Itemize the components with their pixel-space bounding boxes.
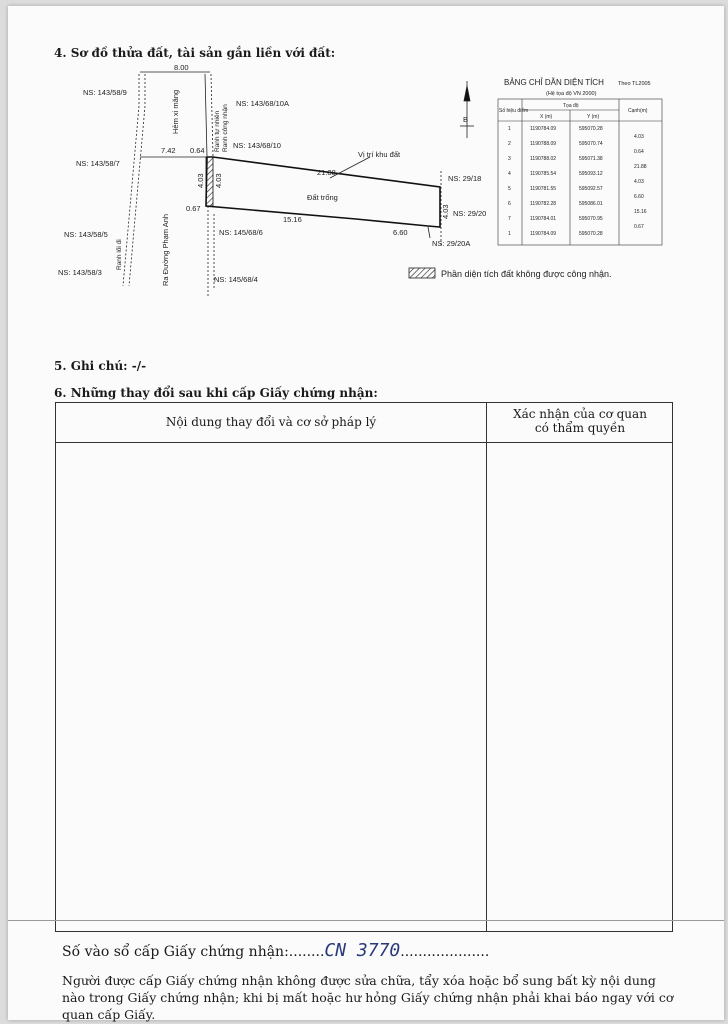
coord-row-point: 5: [508, 186, 511, 192]
coord-row-x: 1190781.55: [530, 186, 557, 192]
dim-4-03-a: 4.03: [196, 173, 205, 188]
changes-col-confirm-line1: Xác nhận của cơ quan: [513, 407, 647, 421]
section-4-title: 4. Sơ đồ thửa đất, tài sản gắn liền với đất:: [54, 46, 336, 60]
section-6-title: 6. Những thay đổi sau khi cấp Giấy chứng nhận:: [54, 386, 378, 400]
label-ns-29-20a: NS: 29/20A: [432, 239, 471, 248]
section-5-note: 5. Ghi chú: -/-: [54, 359, 147, 373]
coord-edge-length: 4.03: [634, 179, 644, 185]
certificate-register-number: [62, 940, 489, 961]
coord-row-point: 3: [508, 156, 511, 162]
coord-edge-length: 0.64: [634, 149, 644, 155]
coord-head-point: Số hiệu điểm: [499, 108, 529, 114]
label-ranh-tu-nhien: Ranh tự nhiên: [214, 110, 221, 152]
coord-row-y: 595070.95: [579, 216, 603, 222]
coord-row-y: 595092.57: [579, 186, 603, 192]
coord-head-coord: Tọa độ: [563, 103, 579, 109]
dim-21-88: 21.88: [317, 168, 336, 177]
coord-row-x: 1190784.01: [530, 216, 557, 222]
label-vi-tri-khu-dat: Vị trí khu đất: [358, 150, 401, 159]
dim-4-03-b: 4.03: [214, 173, 223, 188]
label-ns-143-58-9: NS: 143/58/9: [83, 88, 127, 97]
label-ns-143-68-10a: NS: 143/68/10A: [236, 99, 289, 108]
label-ns-145-68-4: NS: 145/68/4: [214, 275, 258, 284]
certificate-page: [8, 6, 724, 1020]
label-ranh-cong-nhan: Ranh công nhận: [222, 104, 229, 152]
legend-text: Phần diện tích đất không được công nhận.: [441, 269, 612, 279]
coord-edge-length: 0.67: [634, 224, 644, 230]
coord-row-point: 1: [508, 231, 511, 237]
coord-table-title: BẢNG CHỈ DẪN DIỆN TÍCH: [504, 78, 604, 87]
coord-row-x: 1190784.09: [530, 126, 557, 132]
coord-row-x: 1190785.54: [530, 171, 557, 177]
label-ranh-loi-di: Ranh lối đi: [116, 239, 123, 270]
label-hem-xi-mang: Hẻm xi măng: [171, 89, 180, 134]
dim-8-00: 8.00: [174, 63, 189, 72]
changes-table: [55, 402, 673, 932]
coord-row-y: 595086.01: [579, 201, 603, 207]
coord-edge-length: 6.60: [634, 194, 644, 200]
register-value: CN 3770: [324, 940, 401, 961]
dim-0-67: 0.67: [186, 204, 201, 213]
coord-row-y: 595070.28: [579, 231, 603, 237]
dim-4-03-right: 4.03: [441, 204, 450, 219]
coord-table-title-note: Theo TL2005: [618, 81, 651, 87]
changes-col-confirm-line2: có thẩm quyền: [534, 421, 626, 435]
label-dat-trong: Đất trống: [307, 193, 338, 202]
label-ns-29-20: NS: 29/20: [453, 209, 487, 218]
label-ns-143-58-7: NS: 143/58/7: [76, 159, 120, 168]
dim-15-16: 15.16: [283, 215, 302, 224]
coord-row-x: 1190782.28: [530, 201, 557, 207]
coord-row-y: 595093.12: [579, 171, 603, 177]
changes-col-confirm: [486, 407, 674, 435]
coord-row-point: 2: [508, 141, 511, 147]
coord-head-x: X (m): [540, 114, 553, 120]
coord-row-point: 6: [508, 201, 511, 207]
coord-row-x: 1190788.09: [530, 141, 557, 147]
coordinate-table: [488, 68, 668, 248]
label-ra-duong-pham-anh: Ra Đường Phạm Anh: [161, 213, 170, 286]
coord-head-len: Cạnh(m): [628, 108, 648, 114]
coord-row-point: 7: [508, 216, 511, 222]
coord-head-y: Y (m): [587, 114, 600, 120]
footer-divider: [8, 920, 724, 921]
coord-edge-length: 21.88: [634, 164, 647, 170]
coord-row-y: 595070.74: [579, 141, 603, 147]
label-ns-29-18: NS: 29/18: [448, 174, 482, 183]
changes-col-content: Nội dung thay đổi và cơ sở pháp lý: [165, 415, 377, 429]
footer-note: Người được cấp Giấy chứng nhận không được sửa chữa, tẩy xóa hoặc bổ sung bất kỳ nội dung nào trong Giấy chứng nhận; khi bị mất hoặc hư hỏng Giấy chứng nhận phải khai báo ngay với cơ quan cấp Giấy.: [62, 973, 674, 1022]
label-ns-143-58-5: NS: 143/58/5: [64, 230, 108, 239]
coord-row-y: 595070.28: [579, 126, 603, 132]
register-dots-after: ....................: [400, 944, 490, 960]
label-ns-143-58-3: NS: 143/58/3: [58, 268, 102, 277]
coord-row-point: 1: [508, 126, 511, 132]
coord-table-subtitle: (Hệ tọa độ VN 2000): [546, 91, 597, 97]
dim-6-60: 6.60: [393, 228, 408, 237]
coord-row-y: 595071.38: [579, 156, 603, 162]
dim-7-42: 7.42: [161, 146, 176, 155]
label-ns-143-68-10: NS: 143/68/10: [233, 141, 281, 150]
dim-0-64: 0.64: [190, 146, 205, 155]
register-label: Số vào sổ cấp Giấy chứng nhận:: [62, 944, 289, 960]
coord-edge-length: 4.03: [634, 134, 644, 140]
coord-edge-length: 15.16: [634, 209, 647, 215]
label-ns-145-68-6: NS: 145/68/6: [219, 228, 263, 237]
changes-table-divider: [486, 403, 487, 931]
north-letter: B: [463, 115, 469, 124]
coord-row-x: 1190784.09: [530, 231, 557, 237]
register-dots-before: ........: [288, 944, 325, 960]
changes-table-header-line: [56, 442, 672, 443]
coord-row-x: 1190788.02: [530, 156, 557, 162]
coord-row-point: 4: [508, 171, 511, 177]
